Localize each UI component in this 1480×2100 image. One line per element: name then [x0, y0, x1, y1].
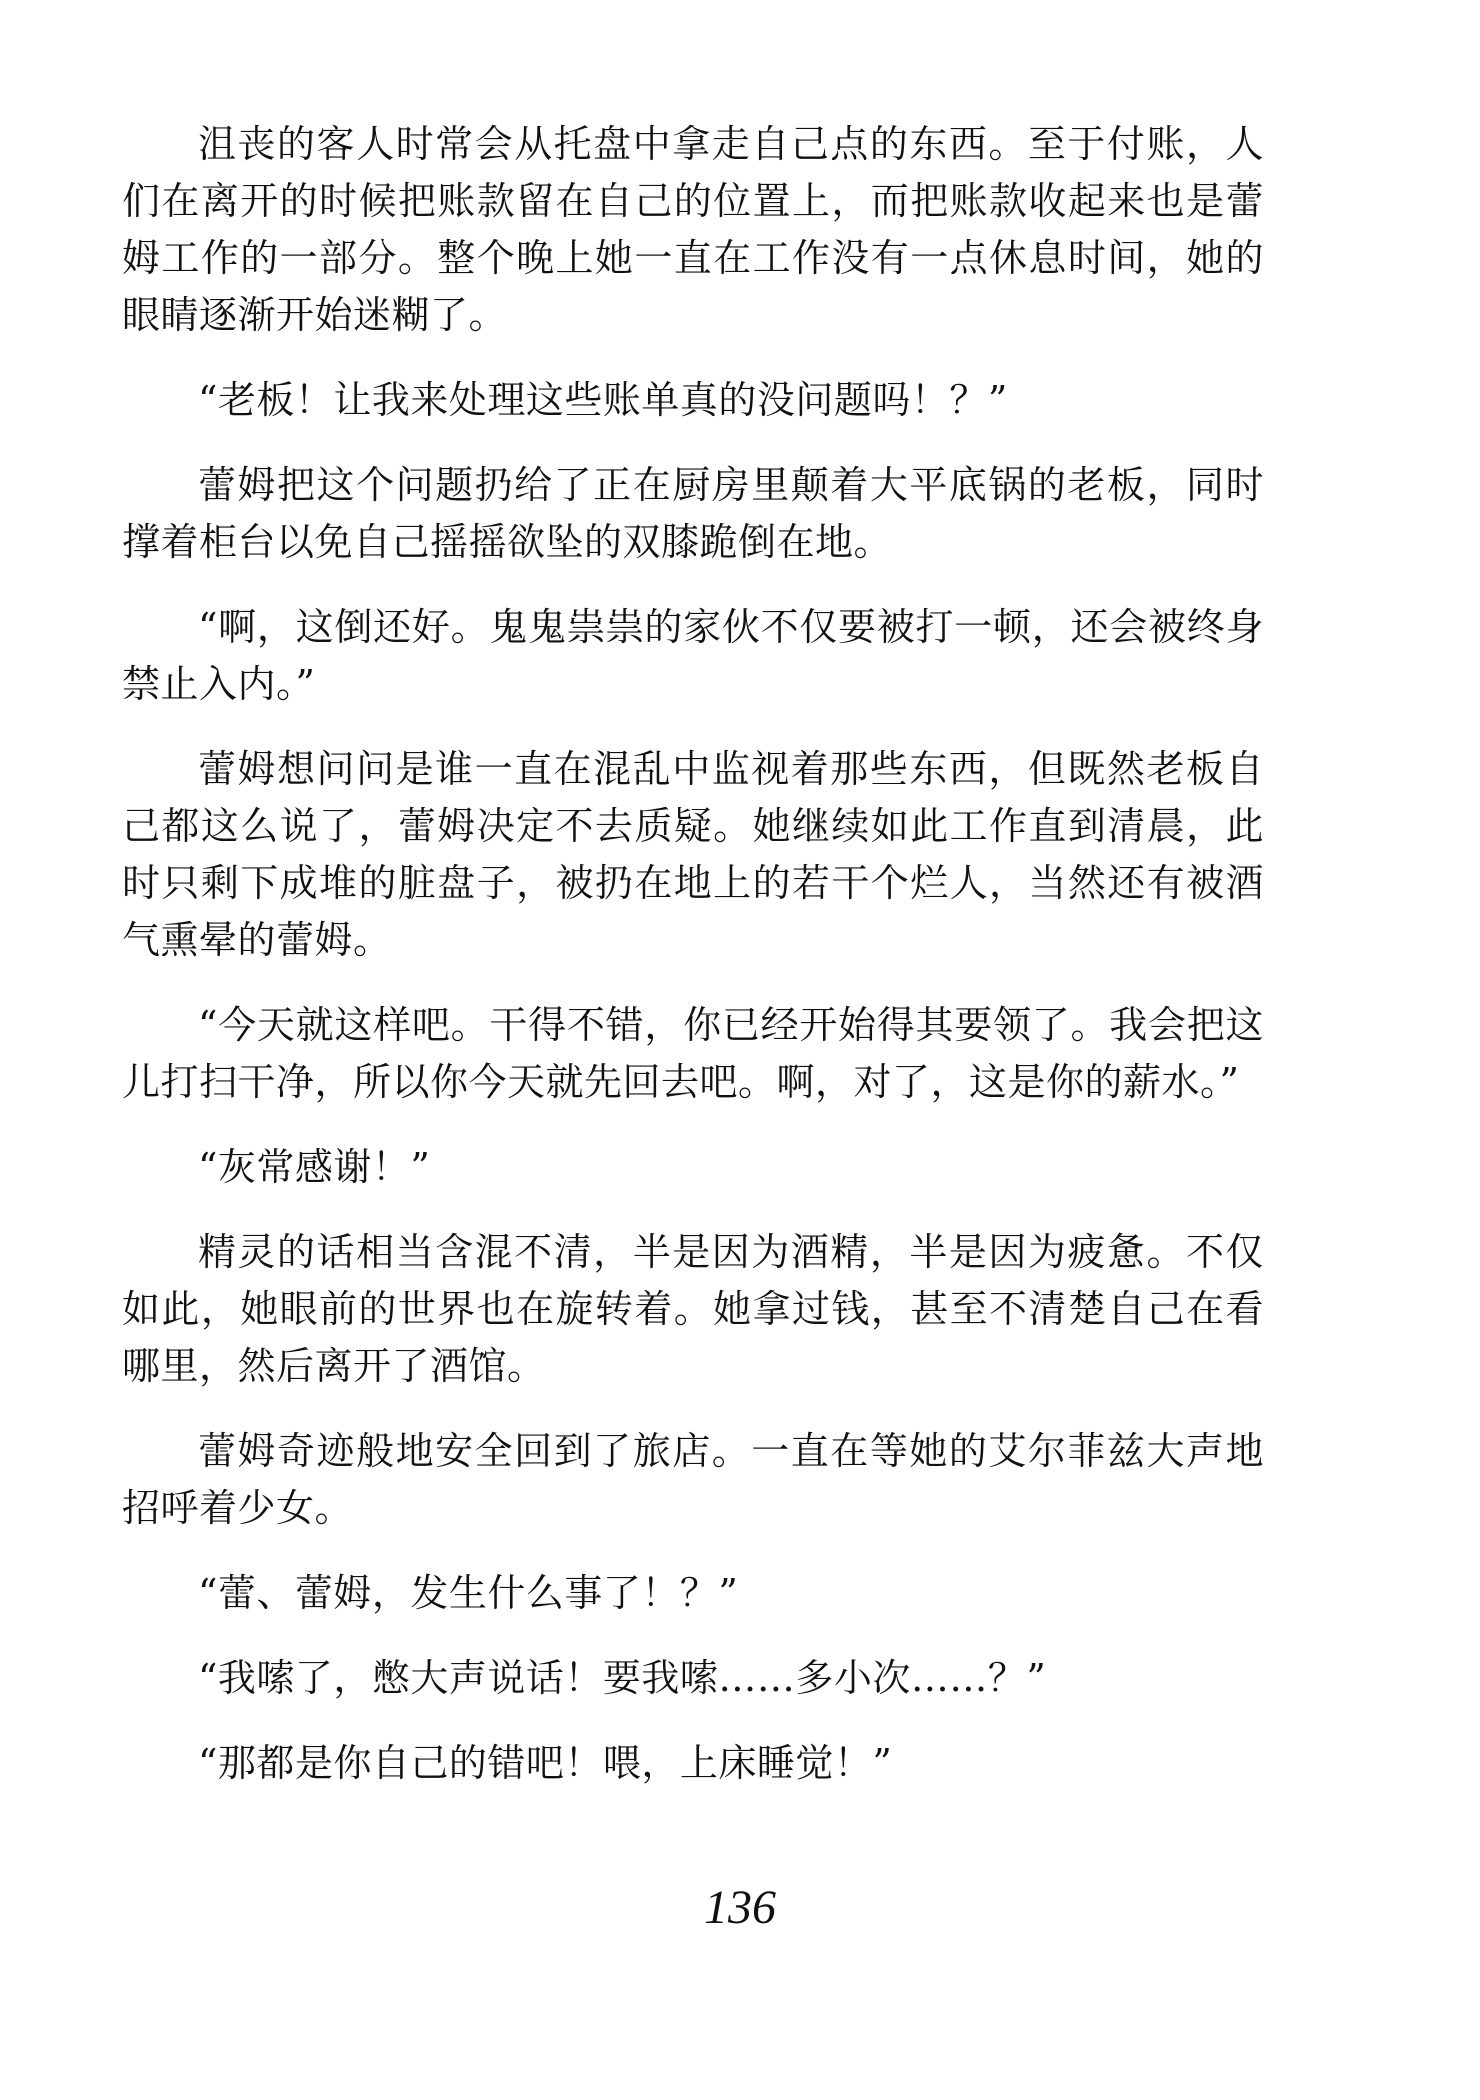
dialogue-line: “我嗦了，憋大声说话！要我嗦……多小次……？”: [198, 1656, 1047, 1700]
dialogue-line: “今天就这样吧。干得不错，你已经开始得其要领了。我会把这儿打扫干净，所以你今天就先回去吧。啊，对了，这是你的薪水。”: [122, 1003, 1264, 1104]
paragraph: 蕾姆把这个问题扔给了正在厨房里颠着大平底锅的老板，同时撑着柜台以免自己摇摇欲坠的双膝跪倒在地。: [122, 463, 1264, 564]
page-number: 136: [704, 1881, 776, 1934]
paragraph: 精灵的话相当含混不清，半是因为酒精，半是因为疲惫。不仅如此，她眼前的世界也在旋转着。她拿过钱，甚至不清楚自己在看哪里，然后离开了酒馆。: [122, 1230, 1264, 1388]
dialogue-line: “啊，这倒还好。鬼鬼祟祟的家伙不仅要被打一顿，还会被终身禁止入内。”: [122, 605, 1264, 706]
body-text: [122, 116, 1264, 1820]
paragraph: 蕾姆想问问是谁一直在混乱中监视着那些东西，但既然老板自己都这么说了，蕾姆决定不去质疑。她继续如此工作直到清晨，此时只剩下成堆的脏盘子，被扔在地上的若干个烂人，当然还有被酒气熏晕的蕾姆。: [122, 747, 1264, 962]
paragraph: 蕾姆奇迹般地安全回到了旅店。一直在等她的艾尔菲兹大声地招呼着少女。: [122, 1429, 1264, 1530]
dialogue-line: “老板！让我来处理这些账单真的没问题吗！？”: [198, 378, 1008, 422]
dialogue-line: “蕾、蕾姆，发生什么事了！？”: [198, 1571, 739, 1615]
dialogue-line: “那都是你自己的错吧！喂，上床睡觉！”: [198, 1741, 893, 1785]
paragraph: 沮丧的客人时常会从托盘中拿走自己点的东西。至于付账，人们在离开的时候把账款留在自己的位置上，而把账款收起来也是蕾姆工作的一部分。整个晚上她一直在工作没有一点休息时间，她的眼睛逐渐开始迷糊了。: [122, 122, 1264, 337]
dialogue-line: “灰常感谢！”: [198, 1145, 431, 1189]
